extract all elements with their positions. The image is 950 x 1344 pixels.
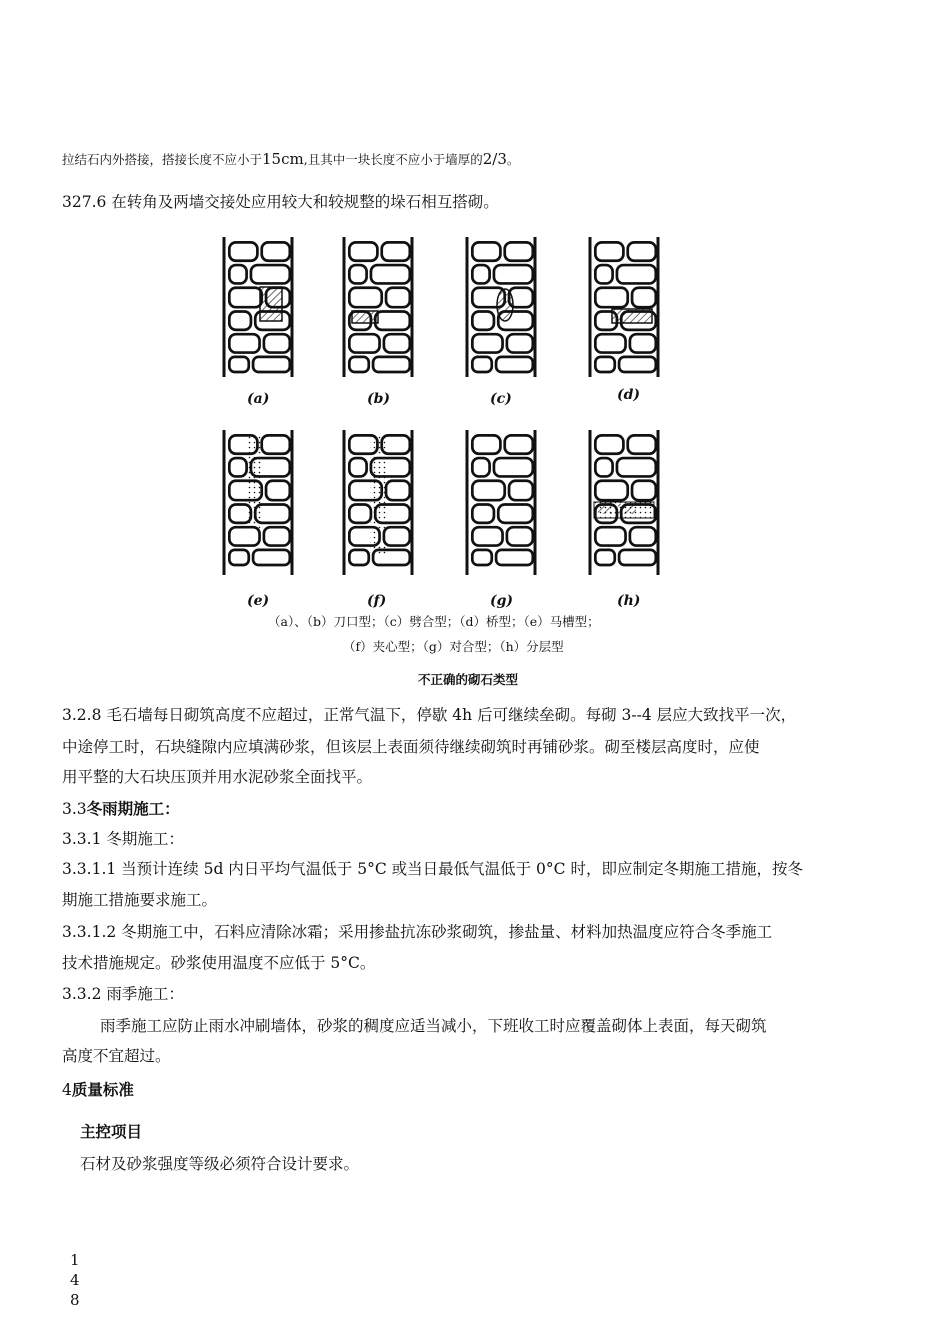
label-g: (g) (490, 593, 514, 609)
wall-a (224, 237, 292, 377)
page-digit: 4 (70, 1271, 80, 1289)
para-3312-line1: 3.3.1.2 冬期施工中，石料应清除冰霜；采用掺盐抗冻砂浆砌筑，掺盐量、材料加热温度应符合冬季施工 (62, 923, 773, 941)
wall-b (344, 237, 412, 377)
figure-legend-2: （f）夹心型；（g）对合型；（h）分层型 (343, 639, 564, 654)
main-control-items-text: 石材及砂浆强度等级必须符合设计要求。 (80, 1155, 360, 1173)
masonry-figure (210, 225, 690, 615)
wall-h (590, 430, 658, 575)
heading-3-3-1: 3.3.1 冬期施工： (62, 830, 184, 848)
figure-title: 不正确的砌石类型 (418, 672, 519, 687)
text-part: 15cm (262, 150, 304, 168)
page-digit: 1 (70, 1251, 80, 1269)
heading-4 (62, 1078, 134, 1100)
label-a: (a) (247, 391, 270, 407)
label-d: (d) (617, 387, 641, 403)
heading-3-3 (62, 797, 180, 819)
para-332-line1: 雨季施工应防止雨水冲刷墙体，砂浆的稠度应适当减小，下班收工时应覆盖砌体上表面，每天砌筑 (100, 1017, 767, 1035)
figure-legend-1: （a）、（b）刀口型；（c）劈合型；（d）桥型；（e）马槽型； (268, 614, 600, 629)
wall-g (467, 430, 535, 575)
page-digit: 8 (70, 1291, 80, 1309)
text-part: 2/3 (482, 150, 507, 168)
para-328-line3: 用平整的大石块压顶并用水泥砂浆全面找平。 (62, 768, 373, 786)
para-327-6: 327.6 在转角及两墙交接处应用较大和较规整的垛石相互搭砌。 (62, 193, 499, 211)
label-b: (b) (367, 391, 391, 407)
heading-number: 4 (62, 1081, 72, 1099)
para-332-line2: 高度不宜超过。 (62, 1047, 171, 1065)
label-h: (h) (617, 593, 641, 609)
wall-e (224, 430, 292, 575)
heading-text: 质量标准 (71, 1081, 134, 1099)
heading-3-3-2: 3.3.2 雨季施工： (62, 985, 184, 1003)
label-f: (f) (367, 593, 387, 609)
text-part: ,且其中一块长度不应小于墙厚的 (303, 152, 483, 167)
heading-text: 冬雨期施工： (86, 800, 180, 818)
heading-number: 3.3 (62, 800, 87, 818)
label-c: (c) (490, 391, 512, 407)
text-part: 拉结石内外搭接，搭接长度不应小于 (62, 152, 263, 167)
label-e: (e) (247, 593, 270, 609)
para-328-line1: 3.2.8 毛石墙每日砌筑高度不应超过，正常气温下，停歇 4h 后可继续垒砌。每砌 3--4 层应大致找平一次， (62, 706, 797, 724)
page-number (70, 1250, 80, 1310)
para-328-line2: 中途停工时，石块缝隙内应填满砂浆，但该层上表面须待继续砌筑时再铺砂浆。砌至楼层高度时，应使 (62, 738, 760, 756)
wall-f (344, 430, 412, 575)
wall-c (467, 237, 535, 377)
para-3311-line1: 3.3.1.1 当预计连续 5d 内日平均气温低于 5°C 或当日最低气温低于 0°C 时，即应制定冬期施工措施，按冬 (62, 860, 803, 878)
line-tie-stone (62, 150, 519, 168)
para-3311-line2: 期施工措施要求施工。 (62, 891, 218, 909)
para-3312-line2: 技术措施规定。砂浆使用温度不应低于 5°C。 (62, 954, 376, 972)
text-part: 。 (506, 152, 520, 167)
main-control-items-heading: 主控项目 (80, 1123, 143, 1141)
wall-d (590, 237, 658, 377)
